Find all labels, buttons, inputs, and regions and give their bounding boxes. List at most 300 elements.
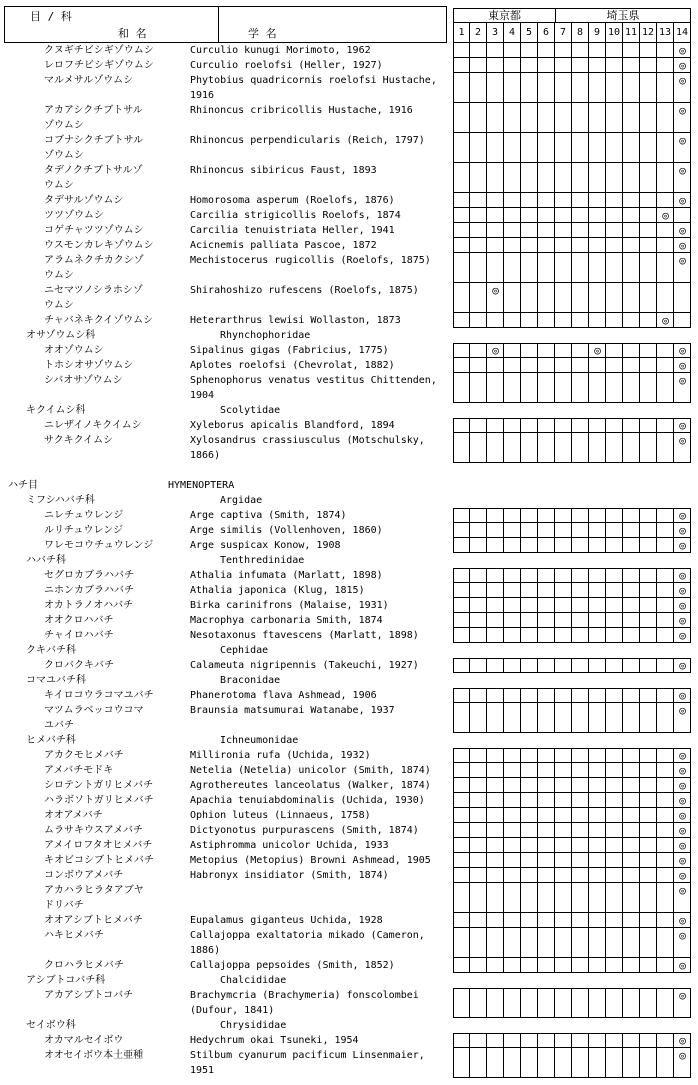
occurrence-cell bbox=[640, 838, 657, 853]
occurrence-cell bbox=[453, 238, 470, 253]
species-japanese-name: アメイロフタオヒメバチ bbox=[44, 840, 153, 851]
occurrence-cell bbox=[640, 208, 657, 223]
occurrence-cell bbox=[555, 523, 572, 538]
occurrence-cell bbox=[657, 928, 674, 958]
occurrence-cell bbox=[555, 418, 572, 433]
occurrence-cell bbox=[640, 613, 657, 628]
occurrence-cell bbox=[504, 778, 521, 793]
occurrence-cell bbox=[589, 808, 606, 823]
occurrence-cell bbox=[470, 538, 487, 553]
occurrence-cell bbox=[572, 103, 589, 133]
family-name: ミフシハバチ科 bbox=[26, 495, 95, 506]
occurrence-cell bbox=[640, 763, 657, 778]
occurrence-cell bbox=[504, 433, 521, 463]
occurrence-cell bbox=[572, 913, 589, 928]
occurrence-cell bbox=[572, 283, 589, 313]
occurrence-cell bbox=[470, 223, 487, 238]
presence-mark: ◎ bbox=[679, 239, 686, 252]
species-scientific-name: Homorosoma asperum (Roelofs, 1876) bbox=[190, 195, 395, 206]
occurrence-cell bbox=[453, 748, 470, 763]
species-scientific-name: Hedychrum okai Tsuneki, 1954 bbox=[190, 1035, 359, 1046]
occurrence-cell bbox=[589, 913, 606, 928]
occurrence-cell bbox=[589, 988, 606, 1018]
occurrence-cell bbox=[657, 418, 674, 433]
occurrence-cell bbox=[657, 763, 674, 778]
occurrence-cell bbox=[555, 583, 572, 598]
occurrence-cell bbox=[453, 958, 470, 973]
occurrence-cell bbox=[453, 838, 470, 853]
species-japanese-name: ニセマツノシラホシゾ bbox=[44, 285, 143, 296]
occurrence-cell bbox=[640, 808, 657, 823]
occurrence-cell bbox=[453, 103, 470, 133]
occurrence-cell bbox=[504, 1033, 521, 1048]
occurrence-cell bbox=[623, 703, 640, 733]
species-scientific-name: Aplotes roelofsi (Chevrolat, 1882) bbox=[190, 360, 395, 371]
occurrence-cell bbox=[572, 208, 589, 223]
species-scientific-name: Eupalamus giganteus Uchida, 1928 bbox=[190, 915, 383, 926]
occurrence-cell bbox=[470, 748, 487, 763]
occurrence-cell bbox=[487, 1048, 504, 1078]
occurrence-cell bbox=[453, 598, 470, 613]
occurrence-cell bbox=[504, 808, 521, 823]
occurrence-cell bbox=[572, 508, 589, 523]
occurrence-cell bbox=[623, 523, 640, 538]
occurrence-cell bbox=[606, 223, 623, 238]
occurrence-cell bbox=[487, 358, 504, 373]
occurrence-cell bbox=[606, 763, 623, 778]
occurrence-cell bbox=[623, 358, 640, 373]
occurrence-cell bbox=[470, 1033, 487, 1048]
occurrence-cell bbox=[538, 358, 555, 373]
species-japanese-name: マルメサルゾウムシ bbox=[44, 75, 134, 86]
occurrence-cell bbox=[504, 763, 521, 778]
species-scientific-name: Phanerotoma flava Ashmead, 1906 bbox=[190, 690, 377, 701]
occurrence-cell bbox=[538, 763, 555, 778]
occurrence-cell bbox=[555, 133, 572, 163]
occurrence-cell bbox=[623, 253, 640, 283]
occurrence-cell bbox=[521, 508, 538, 523]
species-scientific-name: Astiphromma unicolor Uchida, 1933 bbox=[190, 840, 389, 851]
family-scientific-name: Chrysididae bbox=[220, 1020, 287, 1031]
occurrence-cell bbox=[589, 313, 606, 328]
occurrence-cell bbox=[640, 418, 657, 433]
occurrence-cell bbox=[538, 598, 555, 613]
occurrence-cell bbox=[521, 73, 538, 103]
occurrence-cell bbox=[657, 823, 674, 838]
presence-mark: ◎ bbox=[679, 224, 686, 237]
occurrence-cell bbox=[521, 1048, 538, 1078]
occurrence-cell bbox=[657, 583, 674, 598]
occurrence-cell bbox=[453, 373, 470, 403]
presence-mark: ◎ bbox=[679, 989, 686, 1002]
occurrence-cell bbox=[504, 43, 521, 58]
occurrence-cell bbox=[640, 958, 657, 973]
occurrence-cell bbox=[538, 913, 555, 928]
species-japanese-name: オオゾウムシ bbox=[44, 345, 104, 356]
occurrence-cell bbox=[657, 1048, 674, 1078]
presence-mark: ◎ bbox=[679, 704, 686, 717]
occurrence-cell bbox=[504, 193, 521, 208]
occurrence-cell bbox=[606, 793, 623, 808]
occurrence-cell bbox=[623, 778, 640, 793]
occurrence-cell bbox=[606, 568, 623, 583]
occurrence-cell bbox=[453, 163, 470, 193]
occurrence-cell bbox=[487, 628, 504, 643]
occurrence-cell bbox=[470, 343, 487, 358]
presence-mark: ◎ bbox=[679, 614, 686, 627]
occurrence-cell bbox=[487, 823, 504, 838]
species-japanese-name: キオビコシブトヒメバチ bbox=[44, 855, 154, 866]
presence-mark: ◎ bbox=[679, 914, 686, 927]
occurrence-cell bbox=[589, 568, 606, 583]
occurrence-cell bbox=[521, 823, 538, 838]
species-japanese-name: ニホンカブラハバチ bbox=[44, 585, 134, 596]
occurrence-cell bbox=[470, 508, 487, 523]
occurrence-cell bbox=[487, 958, 504, 973]
species-scientific-name: Xylosandrus crassiusculus (Motschulsky, bbox=[190, 435, 425, 446]
occurrence-cell bbox=[572, 988, 589, 1018]
site-number-5: 5 bbox=[521, 23, 538, 43]
presence-mark: ◎ bbox=[679, 584, 686, 597]
occurrence-cell bbox=[453, 253, 470, 283]
presence-mark: ◎ bbox=[492, 344, 499, 357]
occurrence-cell bbox=[487, 193, 504, 208]
occurrence-cell bbox=[572, 1048, 589, 1078]
occurrence-cell bbox=[572, 223, 589, 238]
occurrence-cell bbox=[504, 223, 521, 238]
occurrence-cell bbox=[453, 208, 470, 223]
occurrence-cell bbox=[555, 688, 572, 703]
occurrence-cell bbox=[572, 313, 589, 328]
species-japanese-name: ルリチュウレンジ bbox=[44, 525, 123, 536]
species-scientific-name: Millironia rufa (Uchida, 1932) bbox=[190, 750, 371, 761]
site-number-7: 7 bbox=[555, 23, 572, 43]
occurrence-cell bbox=[606, 43, 623, 58]
occurrence-cell bbox=[538, 853, 555, 868]
occurrence-cell bbox=[657, 808, 674, 823]
presence-mark: ◎ bbox=[679, 524, 686, 537]
species-scientific-name: Rhinoncus cribricollis Hustache, 1916 bbox=[190, 105, 413, 116]
occurrence-cell bbox=[623, 613, 640, 628]
occurrence-cell bbox=[606, 988, 623, 1018]
occurrence-cell bbox=[555, 778, 572, 793]
occurrence-cell bbox=[453, 883, 470, 913]
occurrence-cell bbox=[487, 838, 504, 853]
occurrence-cell bbox=[470, 238, 487, 253]
occurrence-cell bbox=[470, 373, 487, 403]
occurrence-cell bbox=[555, 658, 572, 673]
species-japanese-name: アラムネクチカクシゾ bbox=[44, 255, 144, 266]
occurrence-cell bbox=[589, 523, 606, 538]
occurrence-cell bbox=[623, 433, 640, 463]
occurrence-cell bbox=[589, 628, 606, 643]
occurrence-cell bbox=[589, 223, 606, 238]
occurrence-cell bbox=[555, 433, 572, 463]
occurrence-cell bbox=[640, 193, 657, 208]
occurrence-cell bbox=[589, 838, 606, 853]
occurrence-cell bbox=[504, 688, 521, 703]
occurrence-cell bbox=[572, 838, 589, 853]
occurrence-cell bbox=[487, 523, 504, 538]
species-scientific-name: Nesotaxonus ftavescens (Marlatt, 1898) bbox=[190, 630, 419, 641]
occurrence-cell bbox=[657, 58, 674, 73]
occurrence-cell bbox=[521, 928, 538, 958]
occurrence-cell bbox=[640, 343, 657, 358]
occurrence-cell bbox=[606, 193, 623, 208]
occurrence-cell bbox=[504, 988, 521, 1018]
occurrence-cell bbox=[606, 958, 623, 973]
occurrence-cell bbox=[453, 1048, 470, 1078]
header-japanese-name: 和 名 bbox=[118, 27, 147, 40]
occurrence-cell bbox=[623, 568, 640, 583]
occurrence-cell bbox=[589, 133, 606, 163]
occurrence-cell bbox=[623, 868, 640, 883]
species-japanese-name: オオクロハバチ bbox=[44, 615, 114, 626]
occurrence-cell bbox=[521, 583, 538, 598]
family-scientific-name: Chalcididae bbox=[220, 975, 287, 986]
occurrence-cell bbox=[572, 538, 589, 553]
occurrence-cell bbox=[555, 808, 572, 823]
occurrence-cell bbox=[470, 433, 487, 463]
occurrence-cell bbox=[589, 508, 606, 523]
occurrence-cell bbox=[606, 613, 623, 628]
occurrence-cell bbox=[538, 73, 555, 103]
occurrence-cell bbox=[555, 103, 572, 133]
species-japanese-name: キイロコウラコマユバチ bbox=[44, 690, 154, 701]
occurrence-cell bbox=[538, 433, 555, 463]
occurrence-cell bbox=[538, 163, 555, 193]
occurrence-cell bbox=[623, 508, 640, 523]
occurrence-cell bbox=[606, 58, 623, 73]
occurrence-cell bbox=[487, 703, 504, 733]
occurrence-cell bbox=[555, 163, 572, 193]
occurrence-cell bbox=[657, 838, 674, 853]
occurrence-cell bbox=[538, 748, 555, 763]
occurrence-cell bbox=[640, 313, 657, 328]
species-scientific-name-cont: 1866) bbox=[190, 450, 221, 461]
species-japanese-name: ハキヒメバチ bbox=[44, 930, 104, 941]
family-name: セイボウ科 bbox=[26, 1020, 76, 1031]
occurrence-cell bbox=[606, 928, 623, 958]
occurrence-cell bbox=[453, 988, 470, 1018]
occurrence-cell bbox=[657, 688, 674, 703]
occurrence-cell bbox=[606, 508, 623, 523]
occurrence-cell bbox=[572, 853, 589, 868]
presence-mark: ◎ bbox=[679, 74, 686, 87]
occurrence-cell bbox=[657, 628, 674, 643]
occurrence-cell bbox=[487, 583, 504, 598]
occurrence-cell bbox=[487, 538, 504, 553]
species-japanese-name-cont: ゾウムシ bbox=[44, 150, 84, 161]
presence-mark: ◎ bbox=[679, 359, 686, 372]
species-japanese-name: チャバネキクイゾウムシ bbox=[44, 315, 154, 326]
occurrence-cell bbox=[521, 568, 538, 583]
occurrence-cell bbox=[504, 868, 521, 883]
occurrence-cell bbox=[623, 823, 640, 838]
occurrence-cell bbox=[504, 133, 521, 163]
occurrence-cell bbox=[555, 598, 572, 613]
occurrence-cell bbox=[623, 133, 640, 163]
header-scientific-name: 学 名 bbox=[248, 27, 277, 40]
species-japanese-name: アカクモヒメバチ bbox=[44, 750, 124, 761]
occurrence-cell bbox=[504, 58, 521, 73]
occurrence-cell bbox=[623, 808, 640, 823]
occurrence-cell bbox=[538, 988, 555, 1018]
occurrence-cell bbox=[623, 283, 640, 313]
species-japanese-name: ニレチュウレンジ bbox=[44, 510, 124, 521]
occurrence-cell bbox=[453, 793, 470, 808]
species-scientific-name-cont: 1916 bbox=[190, 90, 215, 101]
occurrence-cell bbox=[470, 43, 487, 58]
occurrence-cell bbox=[640, 928, 657, 958]
header-order-family: 目 / 科 bbox=[30, 10, 72, 23]
occurrence-cell bbox=[572, 928, 589, 958]
occurrence-cell bbox=[657, 568, 674, 583]
occurrence-cell bbox=[555, 313, 572, 328]
occurrence-cell bbox=[657, 253, 674, 283]
species-scientific-name: Rhinoncus sibiricus Faust, 1893 bbox=[190, 165, 377, 176]
occurrence-cell bbox=[453, 313, 470, 328]
occurrence-cell bbox=[504, 373, 521, 403]
occurrence-cell bbox=[640, 583, 657, 598]
occurrence-cell bbox=[572, 1033, 589, 1048]
occurrence-cell bbox=[453, 73, 470, 103]
occurrence-cell bbox=[504, 568, 521, 583]
species-japanese-name: オカマルセイボウ bbox=[44, 1035, 124, 1046]
occurrence-cell bbox=[504, 958, 521, 973]
occurrence-cell bbox=[470, 523, 487, 538]
occurrence-cell bbox=[623, 58, 640, 73]
occurrence-cell bbox=[555, 838, 572, 853]
occurrence-cell bbox=[640, 748, 657, 763]
occurrence-cell bbox=[640, 58, 657, 73]
occurrence-cell bbox=[606, 883, 623, 913]
presence-mark: ◎ bbox=[492, 284, 499, 297]
species-japanese-name: ワレモコウチュウレンジ bbox=[44, 540, 154, 551]
occurrence-cell bbox=[623, 598, 640, 613]
occurrence-cell bbox=[487, 1033, 504, 1048]
occurrence-cell bbox=[470, 418, 487, 433]
occurrence-cell bbox=[470, 688, 487, 703]
occurrence-cell bbox=[487, 103, 504, 133]
species-japanese-name: オオセイボウ本土亜種 bbox=[44, 1050, 144, 1061]
occurrence-cell bbox=[487, 988, 504, 1018]
family-scientific-name: Argidae bbox=[220, 495, 263, 506]
species-japanese-name: ムラサキウスアメバチ bbox=[44, 825, 143, 836]
occurrence-cell bbox=[470, 658, 487, 673]
occurrence-cell bbox=[555, 853, 572, 868]
species-japanese-name: コゲチャツツゾウムシ bbox=[44, 225, 144, 236]
occurrence-cell bbox=[470, 613, 487, 628]
occurrence-cell bbox=[470, 73, 487, 103]
occurrence-cell bbox=[504, 793, 521, 808]
occurrence-cell bbox=[487, 253, 504, 283]
presence-mark: ◎ bbox=[679, 764, 686, 777]
occurrence-cell bbox=[657, 883, 674, 913]
presence-mark: ◎ bbox=[679, 689, 686, 702]
presence-mark: ◎ bbox=[679, 569, 686, 582]
occurrence-cell bbox=[487, 613, 504, 628]
presence-mark: ◎ bbox=[679, 134, 686, 147]
occurrence-cell bbox=[640, 853, 657, 868]
occurrence-cell bbox=[589, 688, 606, 703]
occurrence-cell bbox=[521, 1033, 538, 1048]
presence-mark: ◎ bbox=[679, 419, 686, 432]
species-scientific-name: Ophion luteus (Linnaeus, 1758) bbox=[190, 810, 371, 821]
species-japanese-name-cont: ドリバチ bbox=[44, 900, 84, 911]
site-number-9: 9 bbox=[589, 23, 606, 43]
order-scientific-name: HYMENOPTERA bbox=[168, 480, 235, 491]
occurrence-cell bbox=[555, 988, 572, 1018]
occurrence-cell bbox=[470, 1048, 487, 1078]
occurrence-cell bbox=[521, 793, 538, 808]
occurrence-cell bbox=[657, 73, 674, 103]
occurrence-cell bbox=[623, 1048, 640, 1078]
occurrence-cell bbox=[538, 658, 555, 673]
occurrence-cell bbox=[521, 853, 538, 868]
occurrence-cell bbox=[555, 193, 572, 208]
occurrence-cell bbox=[589, 613, 606, 628]
occurrence-cell bbox=[538, 958, 555, 973]
occurrence-cell bbox=[453, 523, 470, 538]
occurrence-cell bbox=[657, 598, 674, 613]
occurrence-cell bbox=[589, 103, 606, 133]
occurrence-cell bbox=[453, 343, 470, 358]
occurrence-cell bbox=[640, 163, 657, 193]
occurrence-cell bbox=[487, 868, 504, 883]
occurrence-cell bbox=[572, 133, 589, 163]
occurrence-cell bbox=[555, 208, 572, 223]
occurrence-cell bbox=[657, 523, 674, 538]
site-number-3: 3 bbox=[487, 23, 504, 43]
occurrence-cell bbox=[470, 793, 487, 808]
occurrence-cell bbox=[657, 658, 674, 673]
occurrence-cell bbox=[470, 763, 487, 778]
occurrence-cell bbox=[538, 253, 555, 283]
occurrence-cell bbox=[487, 58, 504, 73]
occurrence-cell bbox=[487, 238, 504, 253]
occurrence-cell bbox=[657, 343, 674, 358]
occurrence-cell bbox=[538, 103, 555, 133]
occurrence-cell bbox=[487, 223, 504, 238]
occurrence-cell bbox=[487, 688, 504, 703]
occurrence-cell bbox=[521, 343, 538, 358]
occurrence-cell bbox=[657, 748, 674, 763]
occurrence-cell bbox=[487, 853, 504, 868]
occurrence-cell bbox=[640, 223, 657, 238]
species-scientific-name: Agrothereutes lanceolatus (Walker, 1874) bbox=[190, 780, 431, 791]
presence-mark: ◎ bbox=[679, 374, 686, 387]
site-number-12: 12 bbox=[640, 23, 657, 43]
occurrence-cell bbox=[623, 688, 640, 703]
presence-mark: ◎ bbox=[679, 1049, 686, 1062]
occurrence-cell bbox=[606, 1033, 623, 1048]
occurrence-cell bbox=[640, 1033, 657, 1048]
species-japanese-name: アメバチモドキ bbox=[44, 765, 114, 776]
occurrence-cell bbox=[470, 253, 487, 283]
occurrence-cell bbox=[504, 628, 521, 643]
occurrence-cell bbox=[640, 568, 657, 583]
occurrence-cell bbox=[538, 838, 555, 853]
occurrence-cell bbox=[572, 628, 589, 643]
occurrence-cell bbox=[572, 793, 589, 808]
occurrence-cell bbox=[572, 358, 589, 373]
presence-mark: ◎ bbox=[679, 434, 686, 447]
occurrence-cell bbox=[606, 628, 623, 643]
species-scientific-name: Apachia tenuiabdominalis (Uchida, 1930) bbox=[190, 795, 425, 806]
occurrence-cell bbox=[521, 598, 538, 613]
occurrence-cell bbox=[589, 958, 606, 973]
